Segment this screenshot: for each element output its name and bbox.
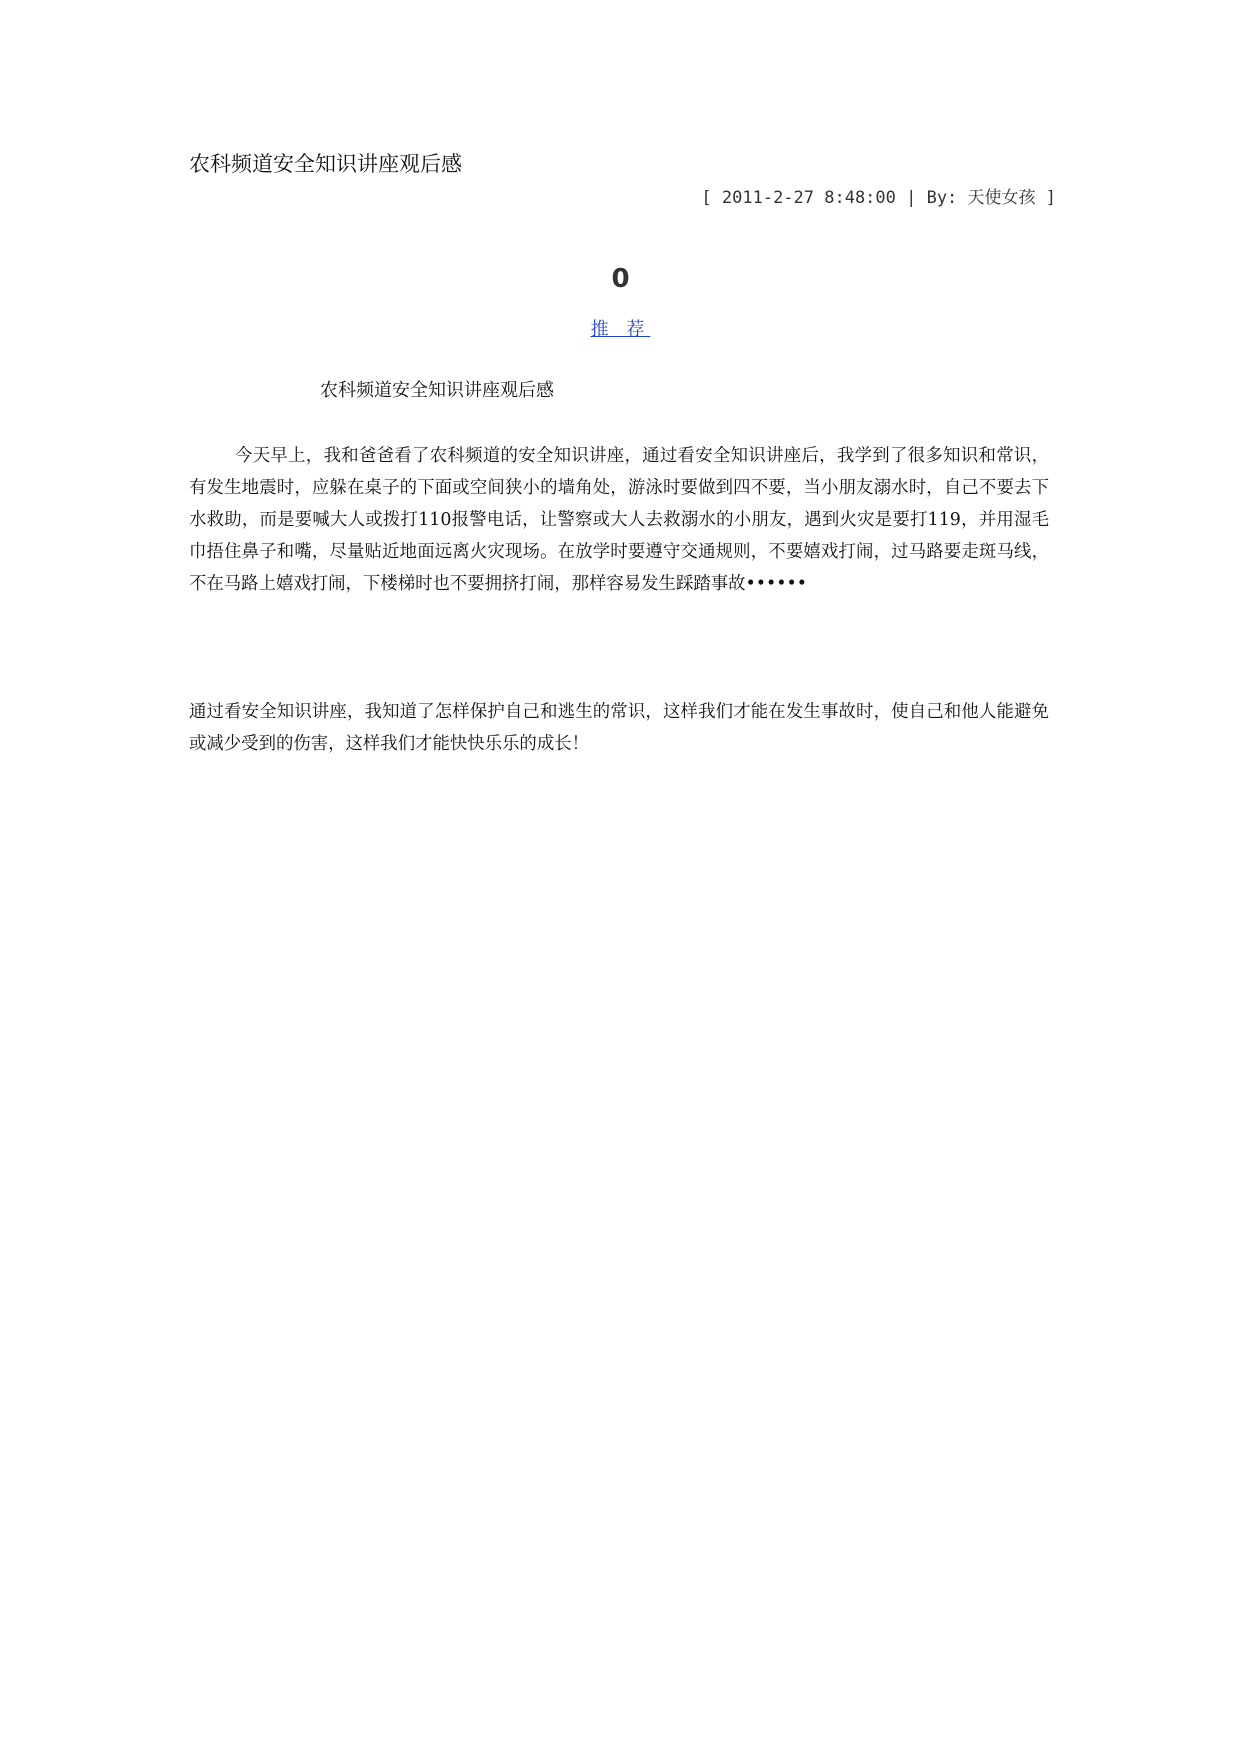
recommend-link[interactable]: 推 荐 xyxy=(590,319,651,340)
article-paragraph-1: 今天早上，我和爸爸看了农科频道的安全知识讲座，通过看安全知识讲座后，我学到了很多知识和常识，有发生地震时，应躲在桌子的下面或空间狭小的墙角处，游泳时要做到四不要，当小朋友溺水时，自己不要去下水救助，而是要喊大人或拨打110报警电话，让警察或大人去救溺水的小朋友，遇到火灾是要打119，并用湿毛巾捂住鼻子和嘴，尽量贴近地面远离火灾现场。在放学时要遵守交通规则，不要嬉戏打闹，过马路要走斑马线，不在马路上嬉戏打闹，下楼梯时也不要拥挤打闹，那样容易发生踩踏事故•••••• xyxy=(189,446,1049,594)
recommend-container xyxy=(0,318,1241,342)
article-paragraph-2: 通过看安全知识讲座，我知道了怎样保护自己和逃生的常识，这样我们才能在发生事故时，使自己和他人能避免或减少受到的伤害，这样我们才能快快乐乐的成长！ xyxy=(189,702,1049,754)
post-meta: [ 2011-2-27 8:48:00 | By: 天使女孩 ] xyxy=(701,188,1056,208)
article-title: 农科频道安全知识讲座观后感 xyxy=(189,152,462,176)
article-subtitle: 农科频道安全知识讲座观后感 xyxy=(320,380,554,401)
recommend-count: 0 xyxy=(611,264,630,294)
